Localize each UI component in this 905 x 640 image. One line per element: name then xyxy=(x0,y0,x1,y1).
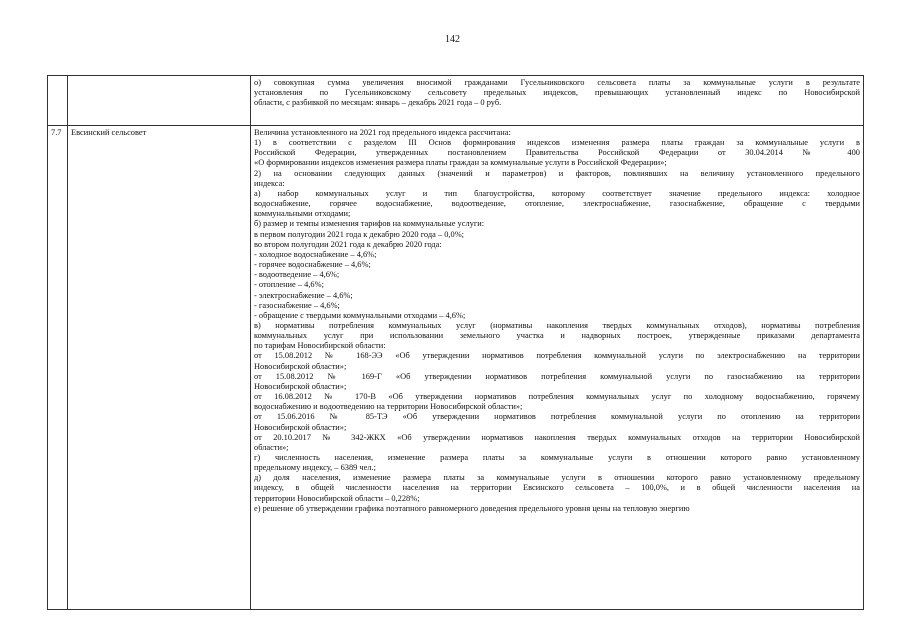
text-line: предельному индексу, – 6389 чел.; xyxy=(254,463,376,473)
table-row xyxy=(48,76,864,126)
municipality-name-cell: Евсинский сельсовет xyxy=(68,126,251,610)
text-line: «О формировании индексов изменения размера платы граждан за коммунальные услуги в Российской Федерации»; xyxy=(254,158,667,168)
row-number-cell: 7.7 xyxy=(48,126,68,610)
text-line: д) доля населения, изменение размера платы за коммунальные услуги в отношении которого равно установленному предельному xyxy=(254,473,860,483)
text-line: - отопление – 4,6%; xyxy=(254,280,324,290)
text-line: от 16.08.2012 № 170-В «Об утверждении нормативов потребления коммунальных услуг по холодному водоснабжению, горячему xyxy=(254,392,860,402)
text-line: а) набор коммунальных услуг и тип благоустройства, которому соответствует значение предельного индекса: холодное xyxy=(254,188,860,198)
text-line: б) размер и темпы изменения тарифов на коммунальные услуги: xyxy=(254,219,485,229)
text-line: коммунальных услуг при использовании земельного участка и надворных построек, утвержденные приказами департамента xyxy=(254,331,860,341)
description-cell xyxy=(251,126,864,610)
text-line: территории Новосибирской области – 0,228%; xyxy=(254,493,420,503)
text-line: - горячее водоснабжение – 4,6%; xyxy=(254,260,371,270)
text-line: индекса: xyxy=(254,178,285,188)
text-line: - водоотведение – 4,6%; xyxy=(254,270,340,280)
text-line: области»; xyxy=(254,442,289,452)
text-line: коммунальными отходами; xyxy=(254,209,351,219)
text-line: - электроснабжение – 4,6%; xyxy=(254,290,353,300)
text-line: установления по Гусельниковскому сельсовету предельных индексов, превышающих установленный индекс по Новосибирской xyxy=(254,88,860,98)
text-line: Новосибирской области»; xyxy=(254,422,347,432)
text-line: г) численность населения, изменение размера платы за коммунальные услуги в отношении которого равно установленному xyxy=(254,453,860,462)
text-line: в первом полугодии 2021 года к декабрю 2020 года – 0,0%; xyxy=(254,229,464,239)
text-line: от 15.08.2012 № 168-ЭЭ «Об утверждении нормативов потребления коммунальной услуги по электроснабжению на территории xyxy=(254,351,860,361)
text-line: индексу, в общей численности населения на территории Евсинского сельсовета – 100,0%, и в общей численности населения на xyxy=(254,483,860,493)
text-line: Новосибирской области»; xyxy=(254,361,347,371)
text-line: от 20.10.2017 № 342-ЖКХ «Об утверждении нормативов накопления твердых коммунальных отходов на территории Новосибирской xyxy=(254,432,860,442)
text-line: Величина установленного на 2021 год предельного индекса рассчитана: xyxy=(254,128,511,137)
text-line: водоснабжению и водоотведению на территории Новосибирской области»; xyxy=(254,402,523,412)
text-line: - холодное водоснабжение – 4,6%; xyxy=(254,249,377,259)
text-line: водоснабжение, горячее водоснабжение, водоотведение, отопление, электроснабжение, газоснабжение, обращение с твердыми xyxy=(254,199,860,209)
text-line: во втором полугодии 2021 года к декабрю 2020 года: xyxy=(254,239,442,249)
text-line: области, с разбивкой по месяцам: январь – декабрь 2021 года – 0 руб. xyxy=(254,98,502,108)
text-line: 2) на основании следующих данных (значений и параметров) и факторов, повлиявших на величину установленного предельного xyxy=(254,168,860,178)
text-line: Российской Федерации, утвержденных постановлением Правительства Российской Федерации от 30.04.2014 № 400 xyxy=(254,148,860,158)
text-line: по тарифам Новосибирской области: xyxy=(254,341,386,351)
page-number: 142 xyxy=(445,34,460,45)
text-line: от 15.06.2016 № 85-ТЭ «Об утверждении нормативов потребления коммунальной услуги по отоплению на территории xyxy=(254,412,860,422)
text-line: 1) в соответствии с разделом III Основ формирования индексов изменения размера платы граждан за коммунальные услуги в xyxy=(254,138,860,148)
text-line: - газоснабжение – 4,6%; xyxy=(254,300,340,310)
table-row xyxy=(48,126,864,610)
text-line: е) решение об утверждении графика поэтапного равномерного доведения предельного уровня цены на тепловую энергию xyxy=(254,503,690,513)
text-line: в) нормативы потребления коммунальных услуг (нормативы накопления твердых коммунальных отходов), нормативы потребления xyxy=(254,320,860,330)
description-cell xyxy=(251,76,864,126)
text-line: о) совокупная сумма увеличения вносимой гражданами Гусельниковского сельсовета платы за коммунальные услуги в результате xyxy=(254,78,860,87)
municipality-name-cell xyxy=(68,76,251,126)
text-line: Новосибирской области»; xyxy=(254,381,347,391)
row-number-cell xyxy=(48,76,68,126)
text-line: - обращение с твердыми коммунальными отходами – 4,6%; xyxy=(254,310,466,320)
text-line: от 15.08.2012 № 169-Г «Об утверждении нормативов потребления коммунальной услуги по газоснабжению на территории xyxy=(254,371,860,381)
document-table xyxy=(47,75,864,610)
